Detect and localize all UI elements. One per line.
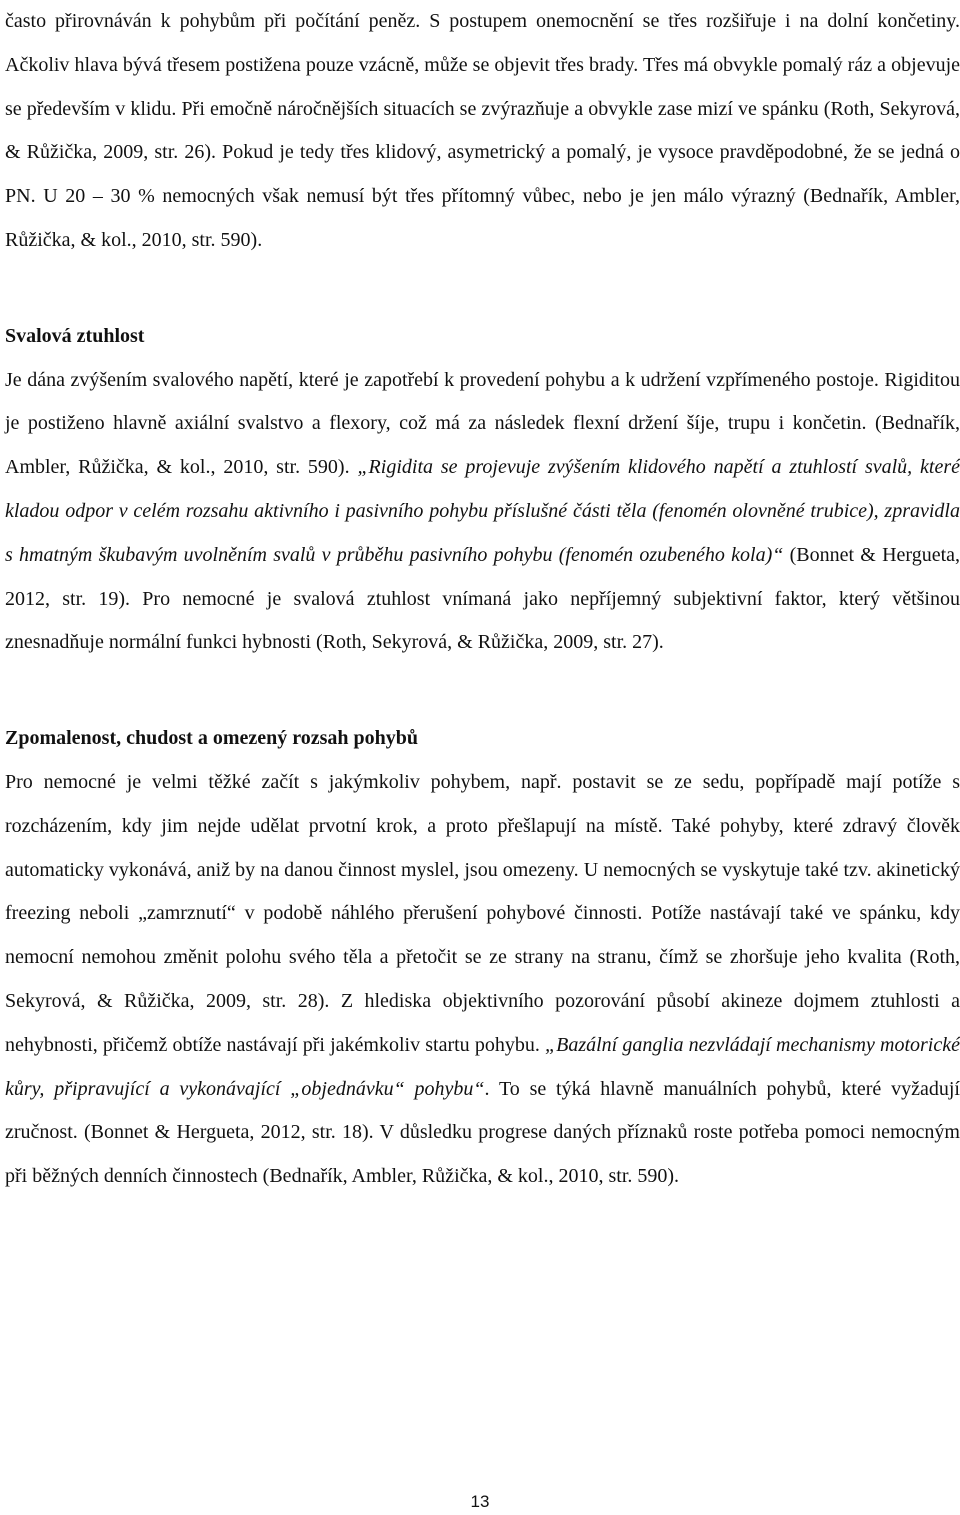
bradykinesia-paragraph	[5, 761, 960, 1199]
rigidity-quote: „Rigidita se projevuje zvýšením klidového napětí a ztuhlostí svalů, které kladou odpor v celém rozsahu aktivního i pasivního pohybu příslušné části těla (fenomén olovněné trubice), zpravidla s hmatným škubavým uvolněním svalů v průběhu pasivního pohybu (fenomén ozubeného kola)“	[5, 456, 960, 566]
heading-rigidity: Svalová ztuhlost	[5, 324, 145, 347]
heading-bradykinesia: Zpomalenost, chudost a omezený rozsah pohybů	[5, 727, 419, 750]
bradykinesia-text-before-quote: Pro nemocné je velmi těžké začít s jakýmkoliv pohybem, např. postavit se ze sedu, popřípadě mají potíže s rozcházením, kdy jim nejde udělat prvotní krok, a proto přešlapují na místě. Také pohyby, které zdravý člověk automaticky vykonává, aniž by na danou činnost myslel, jsou omezeny. U nemocných se vyskytuje také tzv. akinetický freezing neboli „zamrznutí“ v podobě náhlého přerušení pohybové činnosti. Potíže nastávají také ve spánku, kdy nemocní nemohou změnit polohu svého těla a přetočit se ze strany na stranu, čímž se zhoršuje jeho kvalita (Roth, Sekyrová, & Růžička, 2009, str. 28). Z hlediska objektivního pozorování působí akineze dojmem ztuhlosti a nehybnosti, přičemž obtíže nastávají při jakémkoliv startu pohybu.	[5, 770, 960, 1056]
bradykinesia-text-after-quote: . To se týká hlavně manuálních pohybů, které vyžadují zručnost. (Bonnet & Hergueta, 2012, str. 18). V důsledku progrese daných příznaků roste potřeba pomoci nemocným při běžných denních činnostech (Bednařík, Ambler, Růžička, & kol., 2010, str. 590).	[5, 1077, 960, 1188]
page-number: 13	[470, 1492, 490, 1511]
rigidity-text-after-quote: (Bonnet & Hergueta, 2012, str. 19). Pro nemocné je svalová ztuhlost vnímaná jako nepříjemný subjektivní faktor, který většinou znesnadňuje normální funkci hybnosti (Roth, Sekyrová, & Růžička, 2009, str. 27).	[5, 543, 960, 654]
section-gap	[5, 263, 960, 315]
intro-paragraph: často přirovnáván k pohybům při počítání peněz. S postupem onemocnění se třes rozšiřuje i na dolní končetiny. Ačkoliv hlava bývá třesem postižena pouze vzácně, může se objevit třes brady. Třes má obvykle pomalý ráz a objevuje se především v klidu. Při emočně náročnějších situacích se zvýrazňuje a obvykle zase mizí ve spánku (Roth, Sekyrová, & Růžička, 2009, str. 26). Pokud je tedy třes klidový, asymetrický a pomalý, je vysoce pravděpodobné, že se jedná o PN. U 20 – 30 % nemocných však nemusí být třes přítomný vůbec, nebo je jen málo výrazný (Bednařík, Ambler, Růžička, & kol., 2010, str. 590).	[5, 10, 960, 251]
rigidity-paragraph	[5, 359, 960, 666]
document-page	[5, 0, 960, 1199]
rigidity-text-before-quote: Je dána zvýšením svalového napětí, které je zapotřebí k provedení pohybu a k udržení vzpřímeného postoje. Rigiditou je postiženo hlavně axiální svalstvo a flexory, což má za následek flexní držení šíje, trupu i končetin. (Bednařík, Ambler, Růžička, & kol., 2010, str. 590).	[5, 368, 960, 479]
bradykinesia-quote: „Bazální ganglia nezvládají mechanismy motorické kůry, připravující a vykonávající „objednávku“ pohybu“	[5, 1033, 960, 1100]
section-gap	[5, 665, 960, 717]
